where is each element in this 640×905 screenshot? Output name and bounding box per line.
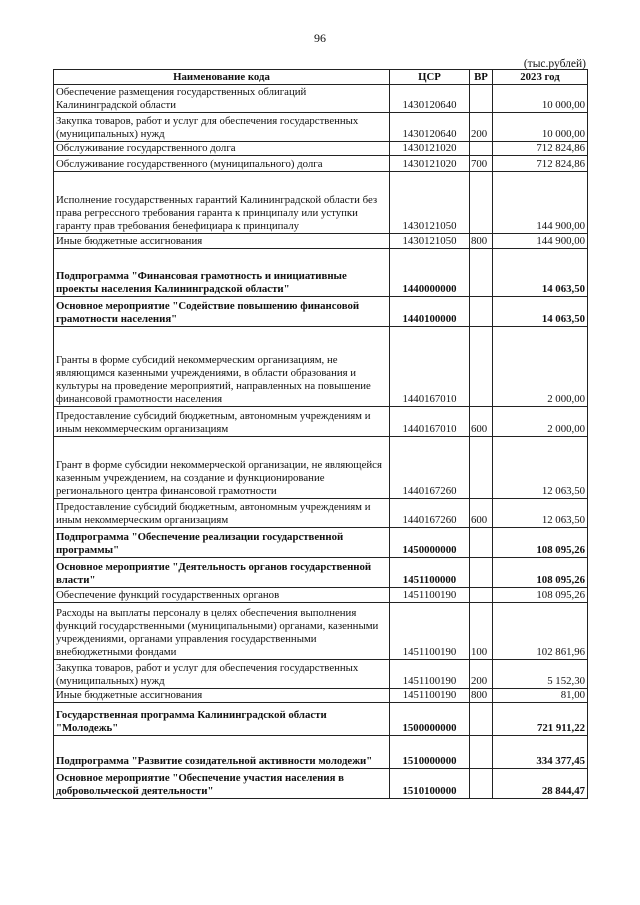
header-csr: ЦСР — [390, 70, 470, 85]
table-row — [54, 769, 588, 799]
row-sum-cell: 12 063,50 — [493, 437, 588, 499]
budget-table — [53, 69, 588, 799]
row-csr-cell: 1450000000 — [390, 528, 470, 558]
row-csr-cell: 1440167010 — [390, 407, 470, 437]
row-csr-cell: 1430121050 — [390, 234, 470, 249]
row-name-cell: Предоставление субсидий бюджетным, автономным учреждениям и иным некоммерческим организациям — [54, 499, 390, 528]
row-vr-cell — [470, 142, 493, 156]
row-sum-cell: 10 000,00 — [493, 85, 588, 113]
table-row — [54, 297, 588, 327]
row-csr-cell: 1510000000 — [390, 736, 470, 769]
row-vr-cell: 800 — [470, 689, 493, 703]
row-name-cell: Закупка товаров, работ и услуг для обеспечения государственных (муниципальных) нужд — [54, 660, 390, 689]
row-sum-cell: 12 063,50 — [493, 499, 588, 528]
row-csr-cell: 1430121020 — [390, 156, 470, 172]
row-vr-cell — [470, 588, 493, 603]
row-csr-cell: 1440167010 — [390, 327, 470, 407]
row-name-cell: Подпрограмма "Финансовая грамотность и инициативные проекты населения Калининградской области" — [54, 249, 390, 297]
table-row — [54, 249, 588, 297]
row-name-cell: Исполнение государственных гарантий Калининградской области без права регрессного требования гаранта к принципалу или уступки гаранту прав требования бенефициара к принципалу — [54, 172, 390, 234]
row-vr-cell — [470, 736, 493, 769]
row-sum-cell: 5 152,30 — [493, 660, 588, 689]
row-vr-cell — [470, 769, 493, 799]
row-csr-cell: 1430121050 — [390, 172, 470, 234]
row-csr-cell: 1440167260 — [390, 437, 470, 499]
row-name-cell: Основное мероприятие "Обеспечение участия населения в добровольческой деятельности" — [54, 769, 390, 799]
page-number: 96 — [314, 31, 326, 45]
row-csr-cell: 1430121020 — [390, 142, 470, 156]
row-sum-cell: 108 095,26 — [493, 528, 588, 558]
table-row — [54, 689, 588, 703]
row-name-cell: Расходы на выплаты персоналу в целях обеспечения выполнения функций государственными (муниципальными) органами, казенными учреждениями, органами управления государственными внебюджетными фондами — [54, 603, 390, 660]
table-row — [54, 588, 588, 603]
row-name-cell: Иные бюджетные ассигнования — [54, 234, 390, 249]
row-name-cell: Иные бюджетные ассигнования — [54, 689, 390, 703]
row-sum-cell: 2 000,00 — [493, 327, 588, 407]
row-csr-cell: 1440167260 — [390, 499, 470, 528]
table-row — [54, 156, 588, 172]
row-sum-cell: 712 824,86 — [493, 156, 588, 172]
table-row — [54, 142, 588, 156]
row-csr-cell: 1451100190 — [390, 603, 470, 660]
table-row — [54, 528, 588, 558]
row-vr-cell — [470, 249, 493, 297]
row-csr-cell: 1451100190 — [390, 588, 470, 603]
row-sum-cell: 2 000,00 — [493, 407, 588, 437]
row-name-cell: Подпрограмма "Развитие созидательной активности молодежи" — [54, 736, 390, 769]
row-name-cell: Обслуживание государственного долга — [54, 142, 390, 156]
row-name-cell: Подпрограмма "Обеспечение реализации государственной программы" — [54, 528, 390, 558]
row-sum-cell: 144 900,00 — [493, 172, 588, 234]
table-row — [54, 603, 588, 660]
table-row — [54, 407, 588, 437]
table-row — [54, 499, 588, 528]
table-row — [54, 437, 588, 499]
row-sum-cell: 712 824,86 — [493, 142, 588, 156]
row-csr-cell: 1451100190 — [390, 660, 470, 689]
table-row — [54, 327, 588, 407]
table-row — [54, 172, 588, 234]
row-vr-cell — [470, 558, 493, 588]
table-body — [54, 85, 588, 799]
table-row — [54, 660, 588, 689]
row-vr-cell: 100 — [470, 603, 493, 660]
row-sum-cell: 334 377,45 — [493, 736, 588, 769]
row-vr-cell — [470, 297, 493, 327]
row-name-cell: Основное мероприятие "Содействие повышению финансовой грамотности населения" — [54, 297, 390, 327]
row-name-cell: Государственная программа Калининградской области "Молодежь" — [54, 703, 390, 736]
row-csr-cell: 1451100000 — [390, 558, 470, 588]
table-row — [54, 234, 588, 249]
row-sum-cell: 81,00 — [493, 689, 588, 703]
row-vr-cell — [470, 327, 493, 407]
row-name-cell: Предоставление субсидий бюджетным, автономным учреждениям и иным некоммерческим организациям — [54, 407, 390, 437]
row-vr-cell: 800 — [470, 234, 493, 249]
row-vr-cell — [470, 172, 493, 234]
row-name-cell: Обслуживание государственного (муниципального) долга — [54, 156, 390, 172]
row-name-cell: Грант в форме субсидии некоммерческой организации, не являющейся казенным учреждением, на создание и функционирование регионального центра финансовой грамотности — [54, 437, 390, 499]
row-sum-cell: 102 861,96 — [493, 603, 588, 660]
row-name-cell: Основное мероприятие "Деятельность органов государственной власти" — [54, 558, 390, 588]
table-row — [54, 703, 588, 736]
row-vr-cell: 200 — [470, 113, 493, 142]
row-name-cell: Гранты в форме субсидий некоммерческим организациям, не являющимся казенными учреждениями, в области образования и культуры на проведение мероприятий, направленных на повышение финансовой грамотности населения — [54, 327, 390, 407]
row-sum-cell: 144 900,00 — [493, 234, 588, 249]
row-vr-cell — [470, 703, 493, 736]
table-row — [54, 113, 588, 142]
row-sum-cell: 28 844,47 — [493, 769, 588, 799]
row-sum-cell: 14 063,50 — [493, 297, 588, 327]
row-csr-cell: 1430120640 — [390, 85, 470, 113]
row-vr-cell — [470, 528, 493, 558]
header-name: Наименование кода — [54, 70, 390, 85]
row-vr-cell: 200 — [470, 660, 493, 689]
row-sum-cell: 10 000,00 — [493, 113, 588, 142]
row-vr-cell: 700 — [470, 156, 493, 172]
row-csr-cell: 1500000000 — [390, 703, 470, 736]
table-row — [54, 558, 588, 588]
row-csr-cell: 1451100190 — [390, 689, 470, 703]
row-sum-cell: 721 911,22 — [493, 703, 588, 736]
row-sum-cell: 108 095,26 — [493, 558, 588, 588]
row-sum-cell: 14 063,50 — [493, 249, 588, 297]
row-name-cell: Обеспечение функций государственных органов — [54, 588, 390, 603]
row-csr-cell: 1510100000 — [390, 769, 470, 799]
row-name-cell: Закупка товаров, работ и услуг для обеспечения государственных (муниципальных) нужд — [54, 113, 390, 142]
header-sum: 2023 год — [493, 70, 588, 85]
header-vr: ВР — [470, 70, 493, 85]
row-csr-cell: 1440100000 — [390, 297, 470, 327]
row-name-cell: Обеспечение размещения государственных облигаций Калининградской области — [54, 85, 390, 113]
row-csr-cell: 1440000000 — [390, 249, 470, 297]
row-vr-cell: 600 — [470, 499, 493, 528]
table-row — [54, 736, 588, 769]
row-sum-cell: 108 095,26 — [493, 588, 588, 603]
row-vr-cell — [470, 437, 493, 499]
units-label: (тыс.рублей) — [523, 58, 586, 70]
table-header-row — [54, 70, 588, 85]
row-vr-cell: 600 — [470, 407, 493, 437]
row-csr-cell: 1430120640 — [390, 113, 470, 142]
row-vr-cell — [470, 85, 493, 113]
table-row — [54, 85, 588, 113]
